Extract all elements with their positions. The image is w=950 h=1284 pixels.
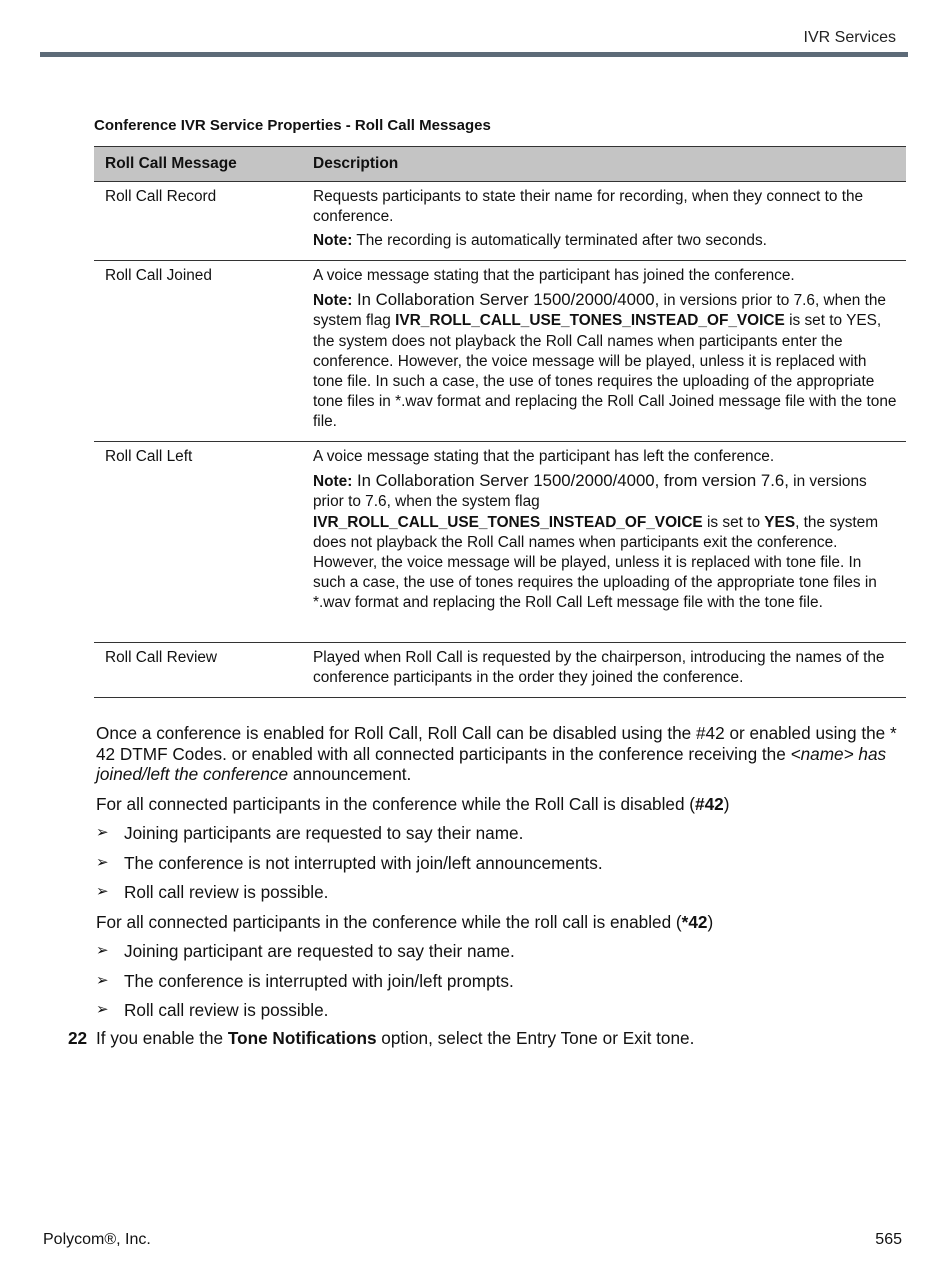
bullet-arrow-icon: ➢: [96, 824, 109, 841]
list-item: [96, 1000, 916, 1021]
list-item: [96, 882, 916, 903]
table-row: [94, 643, 906, 698]
description-text: Played when Roll Call is requested by the chairperson, introducing the names of the conference participants in the order they joined the conference.: [313, 649, 885, 687]
tone-notifications-option: Tone Notifications: [227, 1028, 377, 1048]
paragraph-text: ): [707, 911, 714, 932]
note-text: in versions prior to 7.6, when the system flag: [313, 292, 886, 330]
list-item-text: Roll call review is possible.: [124, 882, 329, 902]
note: [313, 290, 898, 432]
paragraph-text: For all connected participants in the conference while the Roll Call is disabled (: [96, 793, 696, 814]
paragraph: [96, 912, 916, 933]
list-item-text: The conference is interrupted with join/left prompts.: [124, 970, 514, 991]
list-item: [96, 853, 916, 874]
bullet-arrow-icon: ➢: [96, 942, 109, 959]
list-item-text: Joining participant are requested to say their name.: [124, 941, 515, 961]
body-text: [96, 723, 916, 1030]
row-name: Roll Call Left: [105, 448, 193, 465]
paragraph-text: ): [723, 793, 730, 814]
list-item: [96, 823, 916, 844]
row-name: Roll Call Record: [105, 188, 217, 205]
header-rule: [40, 52, 908, 57]
note-text: in versions prior to 7.6, when the system flag: [313, 473, 867, 511]
dtmf-code: *42: [681, 911, 708, 932]
list-item: [96, 941, 916, 962]
bullet-arrow-icon: ➢: [96, 853, 109, 871]
footer-company: Polycom®, Inc.: [43, 1231, 151, 1248]
step-text: [96, 1028, 694, 1049]
step-text-part: If you enable the: [96, 1028, 228, 1048]
note-product: In Collaboration Server 1500/2000/4000, from version 7.6,: [352, 471, 789, 491]
description-text: Requests participants to state their name for recording, when they connect to the conference.: [313, 188, 864, 226]
description-text: A voice message stating that the participant has joined the conference.: [313, 267, 795, 284]
list-item-text: Joining participants are requested to say their name.: [124, 823, 524, 843]
step-number: 22: [68, 1028, 88, 1048]
row-description: [302, 182, 906, 260]
yes-value: YES: [764, 513, 796, 531]
row-name: Roll Call Review: [105, 649, 218, 666]
note-text: is set to YES, the system does not playback the Roll Call names when participants enter the conference. However, the voice message will be played, unless it is replaced with tone file. In such a case, the use of tones requires the uploading of the appropriate tone files in *.wav format and replacing the Roll Call Joined message file with the tone file.: [313, 312, 897, 431]
note-text: is set to: [702, 513, 765, 531]
row-description: [302, 643, 906, 697]
table-row: [94, 182, 906, 261]
page-number: 565: [875, 1231, 902, 1248]
note-text: , the system does not playback the Roll Call names when participants exit the conference. However, the voice message will be played, unless it is replaced with tone file. In such a case, the use of tones requires the uploading of the appropriate tone files in *.wav format and replacing the Roll Call Left message file with the tone file.: [313, 513, 879, 612]
header-message: Roll Call Message: [105, 155, 237, 172]
paragraph-text: For all connected participants in the conference while the roll call is enabled (: [96, 911, 682, 932]
note-label: Note:: [313, 232, 353, 250]
table-caption: Conference IVR Service Properties - Roll Call Messages: [94, 117, 491, 134]
paragraph-text: Once a conference is enabled for Roll Call, Roll Call can be disabled using the #42 or enabled using the * 42 DTMF Codes. or enabled with all connected participants in the conference receiving the: [96, 723, 897, 764]
note-product: In Collaboration Server 1500/2000/4000,: [352, 290, 660, 310]
table-row: [94, 442, 906, 643]
note-label: Note:: [313, 473, 353, 491]
bullet-arrow-icon: ➢: [96, 1001, 109, 1018]
row-description: [302, 442, 906, 642]
system-flag: IVR_ROLL_CALL_USE_TONES_INSTEAD_OF_VOICE: [395, 312, 785, 330]
system-flag: IVR_ROLL_CALL_USE_TONES_INSTEAD_OF_VOICE: [313, 513, 703, 531]
announcement-text: <name> has joined/left the conference: [96, 743, 887, 784]
paragraph-text: announcement.: [288, 764, 412, 784]
table-row: [94, 261, 906, 442]
step-22: [68, 1028, 694, 1049]
paragraph: [96, 723, 916, 785]
page-header-title: IVR Services: [803, 29, 896, 46]
header-description: Description: [313, 155, 399, 172]
description-text: A voice message stating that the participant has left the conference.: [313, 448, 775, 465]
bullet-arrow-icon: ➢: [96, 883, 109, 900]
note: [313, 471, 898, 613]
bullet-arrow-icon: ➢: [96, 971, 109, 989]
note-label: Note:: [313, 292, 353, 310]
table-header: [94, 146, 906, 182]
paragraph: [96, 794, 916, 815]
dtmf-code: #42: [695, 793, 724, 814]
step-text-part: option, select the Entry Tone or Exit tone.: [376, 1028, 695, 1048]
row-name: Roll Call Joined: [105, 267, 212, 284]
list-item-text: Roll call review is possible.: [124, 1000, 329, 1020]
list-item: [96, 971, 916, 992]
list-item-text: The conference is not interrupted with join/left announcements.: [124, 852, 603, 873]
row-description: [302, 261, 906, 441]
note: [313, 231, 898, 251]
note-text: The recording is automatically terminated after two seconds.: [352, 232, 767, 250]
roll-call-table: [94, 146, 906, 698]
